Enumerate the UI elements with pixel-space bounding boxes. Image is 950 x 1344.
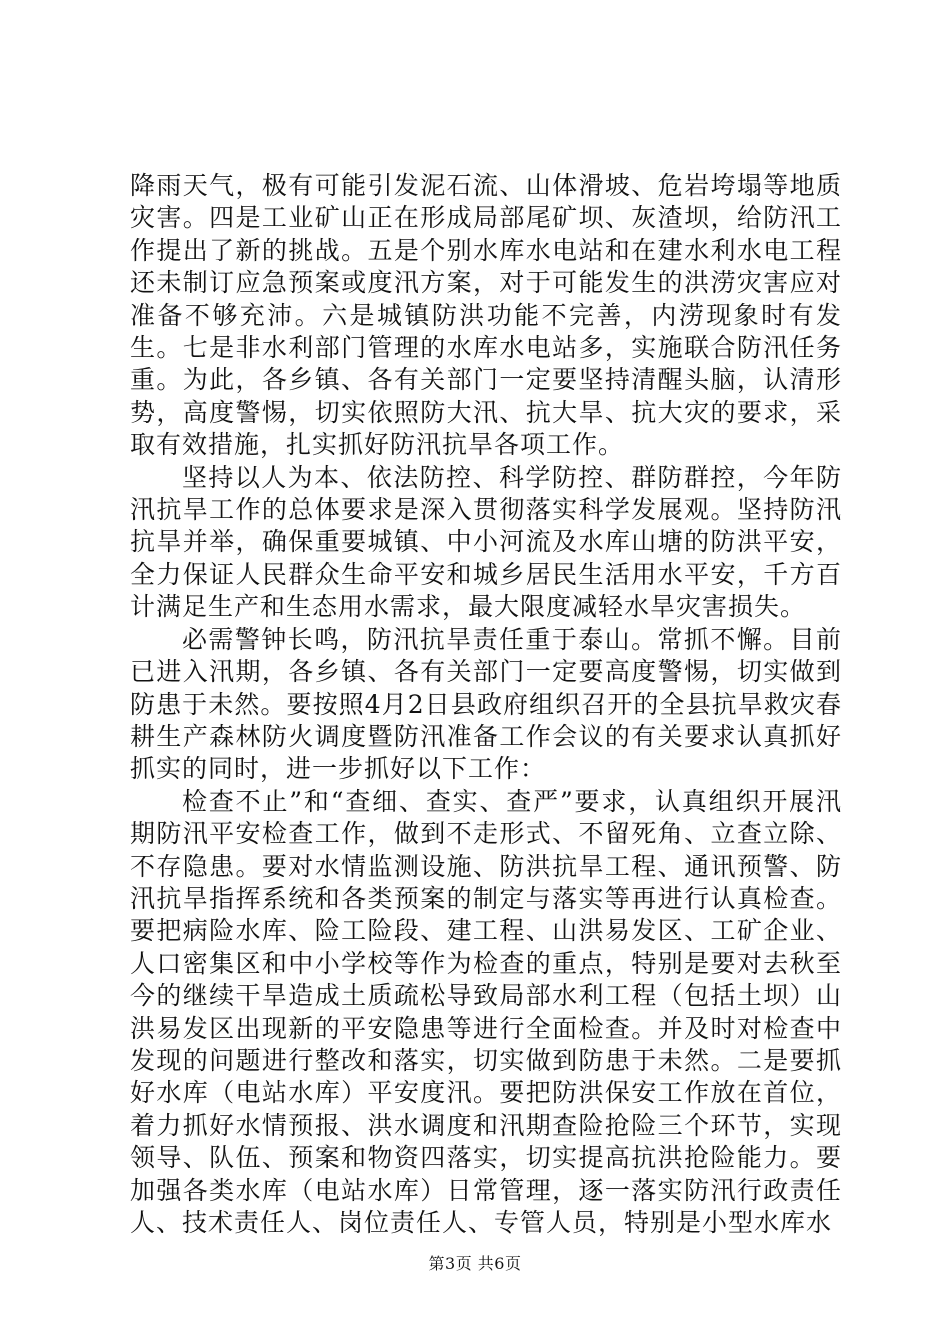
- document-body: [130, 170, 842, 1239]
- paragraph-4: 检查不止”和“查细、查实、查严”要求，认真组织开展汛期防汛平安检查工作，做到不走形式、不留死角、立查立除、不存隐患。要对水情监测设施、防洪抗旱工程、通讯预警、防汛抗旱指挥系统和各类预案的制定与落实等再进行认真检查。要把病险水库、险工险段、建工程、山洪易发区、工矿企业、人口密集区和中小学校等作为检查的重点，特别是要对去秋至今的继续干旱造成土质疏松导致局部水利工程（包括土坝）山洪易发区出现新的平安隐患等进行全面检查。并及时对检查中发现的问题进行整改和落实，切实做到防患于未然。二是要抓好水库（电站水库）平安度汛。要把防洪保安工作放在首位，着力抓好水情预报、洪水调度和汛期查险抢险三个环节，实现领导、队伍、预案和物资四落实，切实提高抗洪抢险能力。要加强各类水库（电站水库）日常管理，逐一落实防汛行政责任人、技术责任人、岗位责任人、专管人员，特别是小型水库水: [130, 786, 842, 1237]
- paragraph-1: 降雨天气，极有可能引发泥石流、山体滑坡、危岩垮塌等地质灾害。四是工业矿山正在形成局部尾矿坝、灰渣坝，给防汛工作提出了新的挑战。五是个别水库水电站和在建水利水电工程还未制订应急预案或度汛方案，对于可能发生的洪涝灾害应对准备不够充沛。六是城镇防洪功能不完善，内涝现象时有发生。七是非水利部门管理的水库水电站多，实施联合防汛任务重。为此，各乡镇、各有关部门一定要坚持清醒头脑，认清形势，高度警惕，切实依照防大汛、抗大旱、抗大灾的要求，采取有效措施，扎实抓好防汛抗旱各项工作。: [130, 171, 842, 460]
- page-number-footer: 第3页 共6页: [428, 1254, 522, 1273]
- paragraph-3: 必需警钟长鸣，防汛抗旱责任重于泰山。常抓不懈。目前已进入汛期，各乡镇、各有关部门一定要高度警惕，切实做到防患于未然。要按照4月2日县政府组织召开的全县抗旱救灾春耕生产森林防火调度暨防汛准备工作会议的有关要求认真抓好抓实的同时，进一步抓好以下工作：: [130, 624, 842, 784]
- paragraph-2: 坚持以人为本、依法防控、科学防控、群防群控，今年防汛抗旱工作的总体要求是深入贯彻落实科学发展观。坚持防汛抗旱并举，确保重要城镇、中小河流及水库山塘的防洪平安，全力保证人民群众生命平安和城乡居民生活用水平安，千方百计满足生产和生态用水需求，最大限度减轻水旱灾害损失。: [130, 462, 842, 622]
